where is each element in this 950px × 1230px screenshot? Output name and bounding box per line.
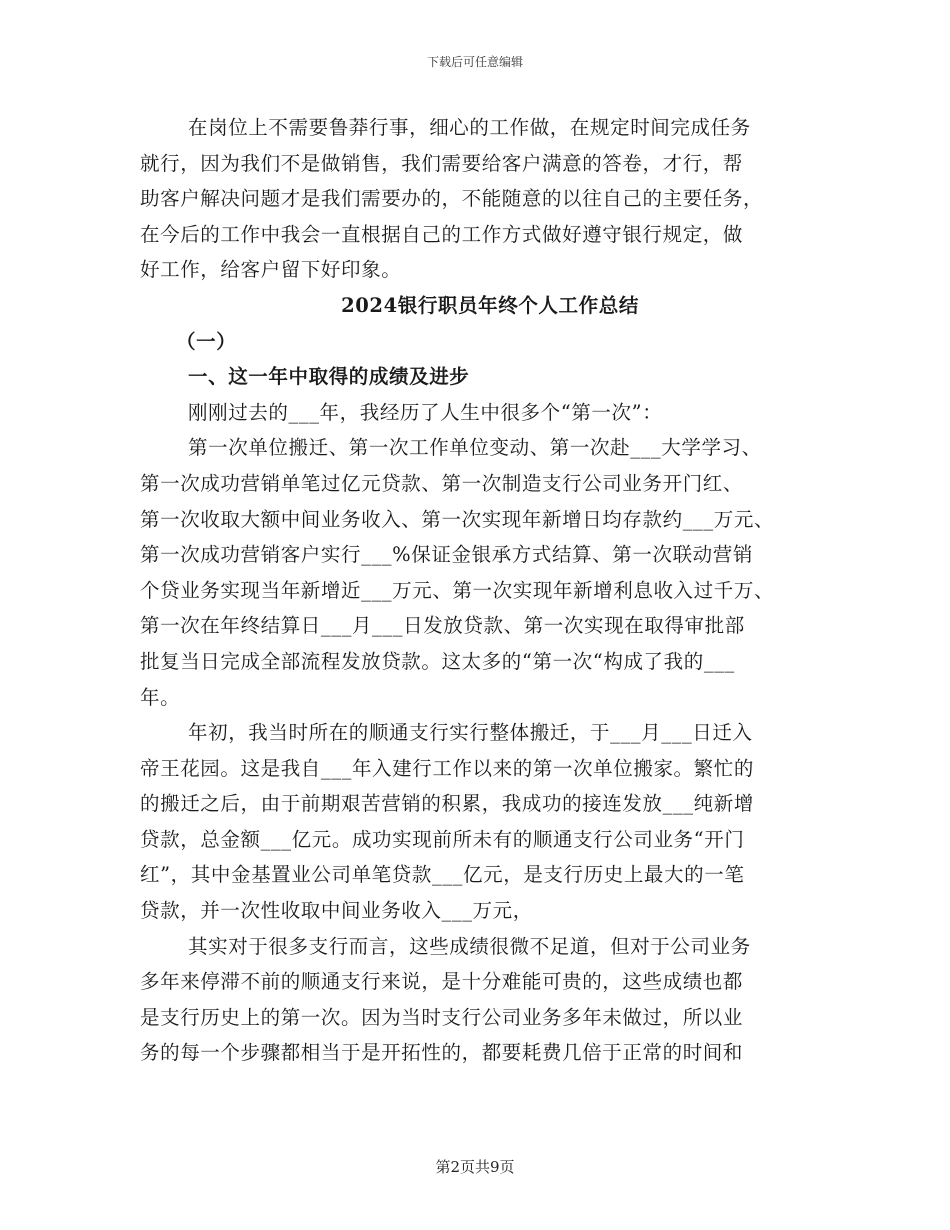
paragraph-line: 第一次成功营销单笔过亿元贷款、第一次制造支行公司业务开门红、	[140, 471, 744, 495]
paragraph-line: 务的每一个步骤都相当于是开拓性的，都要耗费几倍于正常的时间和	[140, 1041, 744, 1065]
paragraph-line: 贷款，并一次性收取中间业务收入___万元，	[140, 899, 533, 923]
paragraph-line: 红”，其中金基置业公司单笔贷款___亿元，是支行历史上最大的一笔	[140, 863, 745, 887]
section-marker: （一）	[176, 329, 237, 353]
paragraph-line: 的搬迁之后，由于前期艰苦营销的积累，我成功的接连发放___纯新增	[140, 792, 754, 816]
paragraph-line: 贷款，总金额___亿元。成功实现前所未有的顺通支行公司业务“开门	[140, 827, 745, 851]
paragraph-line: 年初，我当时所在的顺通支行实行整体搬迁，于___月___日迁入	[188, 721, 753, 745]
paragraph-line: 在岗位上不需要鲁莽行事，细心的工作做，在规定时间完成任务	[188, 116, 751, 139]
paragraph-line: 刚刚过去的___年，我经历了人生中很多个“第一次”：	[188, 400, 663, 424]
page-header: 下载后可任意编辑	[426, 55, 523, 69]
paragraph-line: 年。	[140, 685, 181, 709]
paragraph-line: 在今后的工作中我会一直根据自己的工作方式做好遵守银行规定，做	[140, 222, 744, 246]
paragraph-line: 第一次单位搬迁、第一次工作单位变动、第一次赴___大学学习、	[188, 436, 762, 460]
paragraph-line: 就行，因为我们不是做销售，我们需要给客户满意的答卷，才行，帮	[140, 151, 744, 175]
paragraph-line: 助客户解决问题才是我们需要办的，不能随意的以往自己的主要任务，	[140, 187, 764, 211]
paragraph-line: 其实对于很多支行而言，这些成绩很微不足道，但对于公司业务	[188, 934, 751, 958]
paragraph-line: 好工作，给客户留下好印象。	[140, 258, 402, 282]
page-footer: 第2页共9页	[435, 1158, 515, 1176]
paragraph-line: 是支行历史上的第一次。因为当时支行公司业务多年未做过，所以业	[140, 1005, 744, 1029]
paragraph-line: 帝王花园。这是我自___年入建行工作以来的第一次单位搬家。繁忙的	[140, 756, 754, 780]
paragraph-line: 个贷业务实现当年新增近___万元、第一次实现年新增利息收入过千万、	[140, 578, 775, 602]
paragraph-line: 多年来停滞不前的顺通支行来说，是十分难能可贵的，这些成绩也都	[140, 970, 744, 994]
document-body	[140, 110, 820, 1071]
paragraph-line: 第一次成功营销客户实行___%保证金银承方式结算、第一次联动营销	[140, 543, 753, 567]
document-title: 2024银行职员年终个人工作总结	[341, 293, 639, 317]
paragraph-line: 批复当日完成全部流程发放贷款。这太多的“第一次“构成了我的___	[140, 649, 735, 673]
section-heading: 一、这一年中取得的成绩及进步	[188, 365, 470, 389]
paragraph-line: 第一次在年终结算日___月___日发放贷款、第一次实现在取得审批部	[140, 614, 745, 638]
paragraph-line: 第一次收取大额中间业务收入、第一次实现年新增日均存款约___万元、	[140, 507, 775, 531]
